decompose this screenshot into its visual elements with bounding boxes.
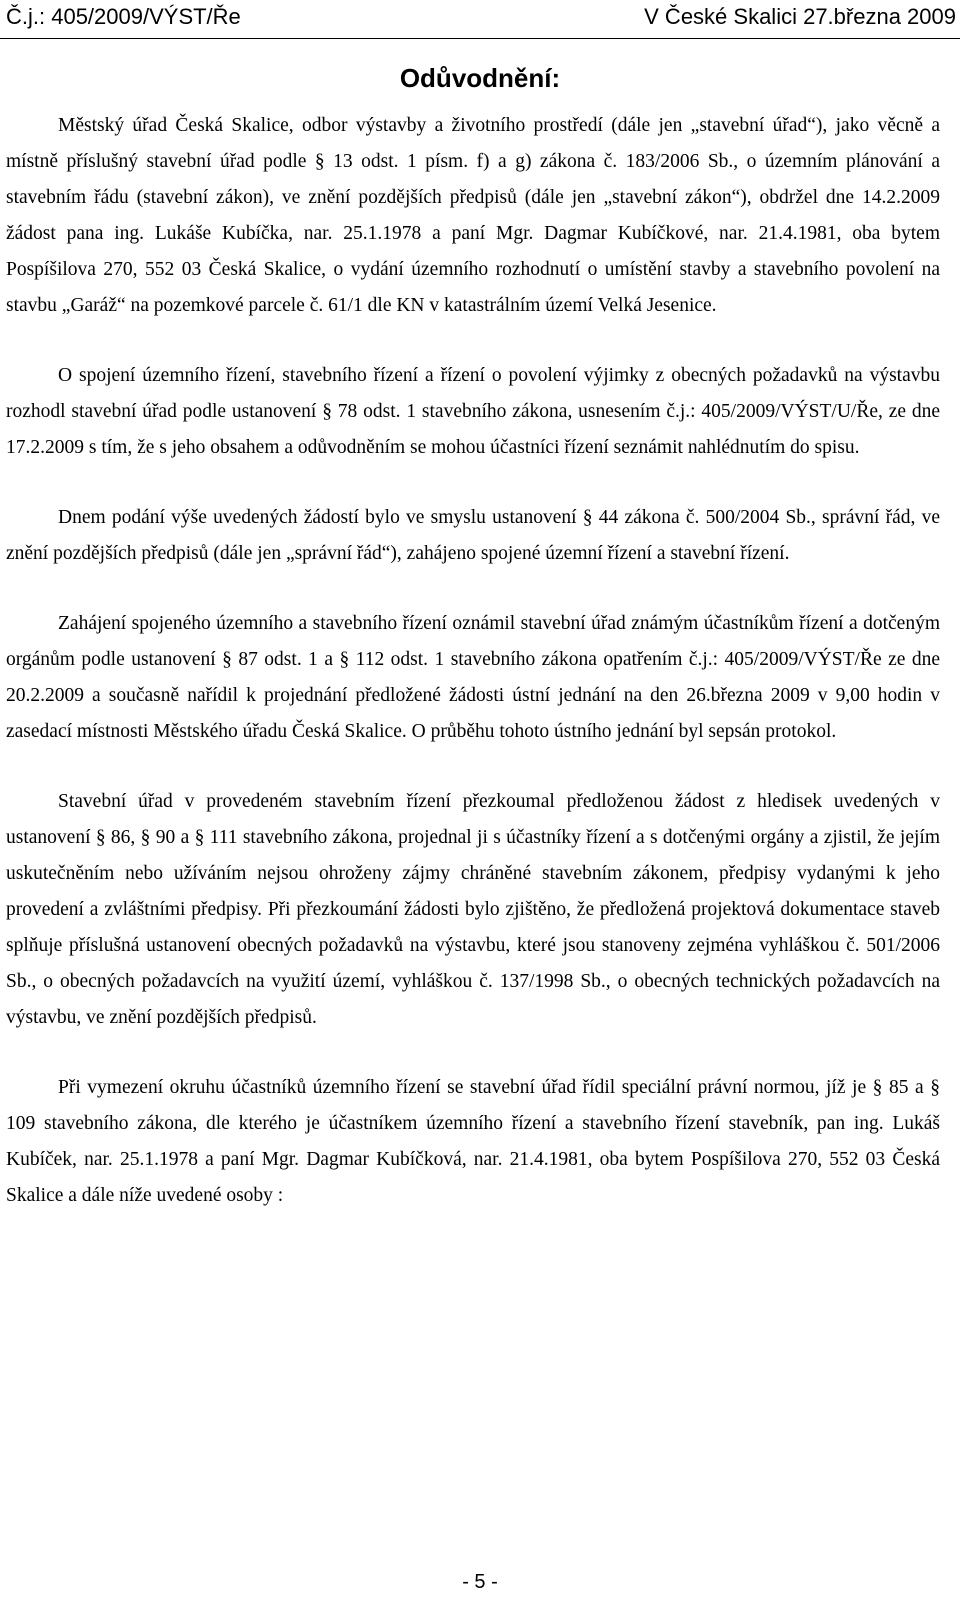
page-header — [0, 2, 960, 39]
paragraph-participants: Při vymezení okruhu účastníků územního řízení se stavební úřad řídil speciální právní normou, jíž je § 85 a § 109 stavebního zákona, dle kterého je účastníkem územního řízení a stavebního řízení stavebník, pan ing. Lukáš Kubíček, nar. 25.1.1978 a paní Mgr. Dagmar Kubíčková, nar. 21.4.1981, oba bytem Pospíšilova 270, 552 03 Česká Skalice a dále níže uvedené osoby : — [6, 1077, 940, 1206]
section-title: Odůvodnění: — [399, 63, 561, 93]
paragraph-application: Městský úřad Česká Skalice, odbor výstavby a životního prostředí (dále jen „stavební úřad“), jako věcně a místně příslušný stavební úřad podle § 13 odst. 1 písm. f) a g) zákona č. 183/2006 Sb., o územním plánování a stavebním řádu (stavební zákon), ve znění pozdějších předpisů (dále jen „stavební zákon“), obdržel dne 14.2.2009 žádost pana ing. Lukáše Kubíčka, nar. 25.1.1978 a paní Mgr. Dagmar Kubíčkové, nar. 21.4.1981, oba bytem Pospíšilova 270, 552 03 Česká Skalice, o vydání územního rozhodnutí o umístění stavby a stavebního povolení na stavbu „Garáž“ na pozemkové parcele č. 61/1 dle KN v katastrálním území Velká Jesenice. — [6, 115, 940, 316]
document-body — [6, 108, 940, 1214]
page-number: - 5 - — [462, 1571, 498, 1593]
paragraph-merging-proceedings: O spojení územního řízení, stavebního řízení a řízení o povolení výjimky z obecných požadavků na výstavbu rozhodl stavební úřad podle ustanovení § 78 odst. 1 stavebního zákona, usnesením č.j.: 405/2009/VÝST/U/Ře, ze dne 17.2.2009 s tím, že s jeho obsahem a odůvodněním se mohou účastníci řízení seznámit nahlédnutím do spisu. — [6, 365, 940, 458]
place-and-date: V České Skalici 27.března 2009 — [644, 4, 956, 29]
reference-number: Č.j.: 405/2009/VÝST/Ře — [6, 4, 241, 29]
paragraph-notification: Zahájení spojeného územního a stavebního řízení oznámil stavební úřad známým účastníkům řízení a dotčeným orgánům podle ustanovení § 87 odst. 1 a § 112 odst. 1 stavebního zákona opatřením č.j.: 405/2009/VÝST/Ře ze dne 20.2.2009 a současně nařídil k projednání předložené žádosti ústní jednání na den 26.března 2009 v 9,00 hodin v zasedací místnosti Městského úřadu Česká Skalice. O průběhu tohoto ústního jednání byl sepsán protokol. — [6, 613, 940, 742]
paragraph-review: Stavební úřad v provedeném stavebním řízení přezkoumal předloženou žádost z hledisek uvedených v ustanovení § 86, § 90 a § 111 stavebního zákona, projednal ji s účastníky řízení a s dotčenými orgány a zjistil, že jejím uskutečněním nebo užíváním nejsou ohroženy zájmy chráněné stavebním zákonem, předpisy vydanými k jeho provedení a zvláštními předpisy. Při přezkoumání žádosti bylo zjištěno, že předložená projektová dokumentace staveb splňuje příslušná ustanovení obecných požadavků na výstavbu, které jsou stanoveny zejména vyhláškou č. 501/2006 Sb., o obecných požadavcích na využití území, vyhláškou č. 137/1998 Sb., o obecných technických požadavcích na výstavbu, ve znění pozdějších předpisů. — [6, 791, 940, 1028]
paragraph-commencement: Dnem podání výše uvedených žádostí bylo ve smyslu ustanovení § 44 zákona č. 500/2004 Sb., správní řád, ve znění pozdějších předpisů (dále jen „správní řád“), zahájeno spojené územní řízení a stavební řízení. — [6, 507, 940, 564]
